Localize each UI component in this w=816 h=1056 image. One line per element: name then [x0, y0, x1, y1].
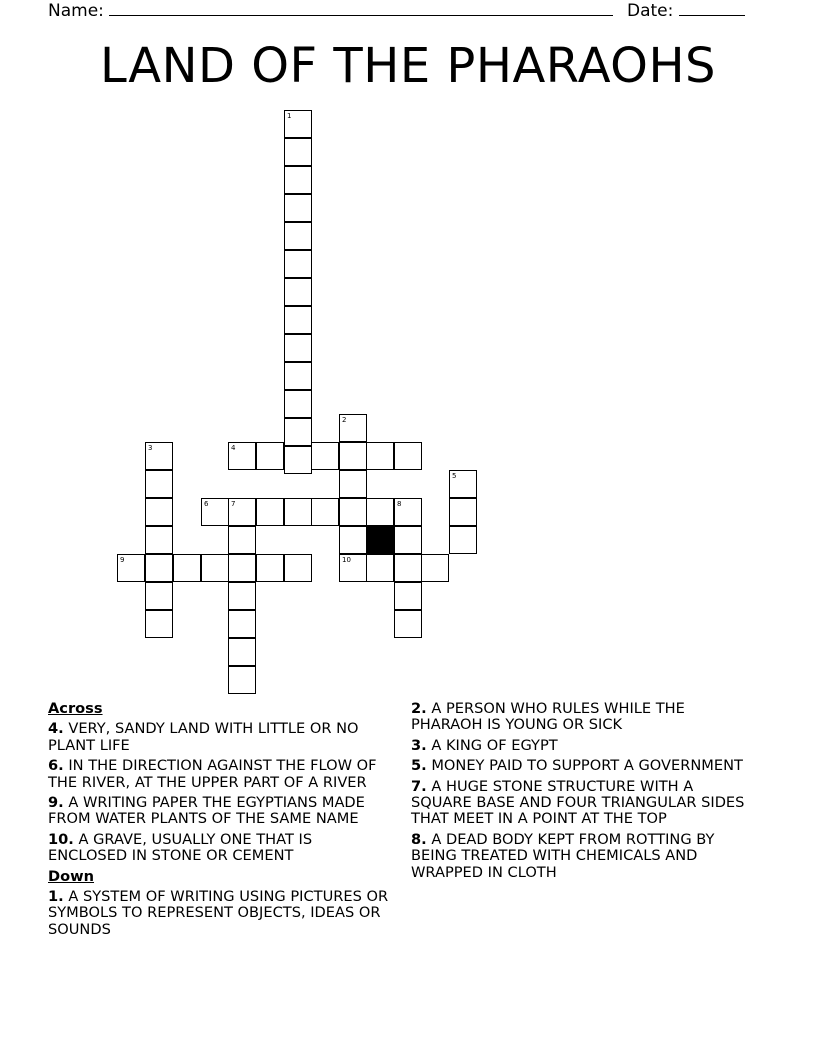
clue-text: A KING OF EGYPT	[431, 736, 558, 754]
clue-text: IN THE DIRECTION AGAINST THE FLOW OF THE RIVER, AT THE UPPER PART OF A RIVER	[48, 757, 377, 791]
clue-across-4	[48, 721, 393, 754]
clue-number: 4.	[48, 720, 64, 738]
clue-down-7	[411, 779, 756, 828]
clue-number-label: 5	[452, 472, 457, 480]
clue-number: 1.	[48, 888, 64, 906]
clue-number-label: 2	[342, 416, 347, 424]
crossword-cell[interactable]	[145, 554, 173, 582]
crossword-cell[interactable]	[284, 222, 312, 250]
crossword-cell[interactable]	[117, 554, 145, 582]
crossword-cell[interactable]	[145, 582, 173, 610]
crossword-cell[interactable]	[366, 554, 394, 582]
crossword-cell[interactable]	[449, 526, 477, 554]
crossword-cell[interactable]	[256, 554, 284, 582]
crossword-cell[interactable]	[284, 138, 312, 166]
clue-down-8	[411, 832, 756, 881]
crossword-cell[interactable]	[394, 526, 422, 554]
crossword-cell[interactable]	[311, 442, 339, 470]
crossword-cell[interactable]	[228, 638, 256, 666]
clue-across-10	[48, 832, 393, 865]
clues-left-column	[48, 701, 393, 942]
crossword-cell[interactable]	[339, 526, 367, 554]
across-heading: Across	[48, 700, 103, 717]
crossword-cell[interactable]	[256, 442, 284, 470]
crossword-cell[interactable]	[284, 362, 312, 390]
crossword-cell[interactable]	[449, 498, 477, 526]
clue-number: 9.	[48, 794, 64, 812]
date-blank-line[interactable]	[679, 0, 745, 16]
clue-number-label: 1	[287, 112, 292, 120]
crossword-cell[interactable]	[228, 582, 256, 610]
crossword-cell[interactable]	[228, 610, 256, 638]
crossword-cell[interactable]	[449, 470, 477, 498]
clue-text: A HUGE STONE STRUCTURE WITH A SQUARE BASE AND FOUR TRIANGULAR SIDES THAT MEET IN A POINT AT THE TOP	[411, 777, 745, 828]
crossword-cell[interactable]	[394, 610, 422, 638]
clue-text: A WRITING PAPER THE EGYPTIANS MADE FROM WATER PLANTS OF THE SAME NAME	[48, 794, 365, 828]
clue-down-5	[411, 758, 756, 774]
crossword-cell[interactable]	[366, 498, 394, 526]
clue-text: MONEY PAID TO SUPPORT A GOVERNMENT	[431, 757, 743, 775]
crossword-cell[interactable]	[228, 666, 256, 694]
clue-number: 5.	[411, 757, 427, 775]
clue-down-1	[48, 889, 393, 938]
crossword-cell[interactable]	[339, 442, 367, 470]
crossword-cell[interactable]	[394, 442, 422, 470]
down-heading: Down	[48, 867, 95, 885]
name-label: Name:	[48, 1, 104, 21]
clue-text: A DEAD BODY KEPT FROM ROTTING BY BEING TREATED WITH CHEMICALS AND WRAPPED IN CLOTH	[411, 830, 715, 881]
clue-down-3	[411, 738, 756, 754]
crossword-cell[interactable]	[284, 250, 312, 278]
clue-number-label: 7	[231, 500, 236, 508]
crossword-cell[interactable]	[145, 610, 173, 638]
clue-number-label: 4	[231, 444, 236, 452]
clue-number: 10.	[48, 830, 74, 848]
crossword-cell[interactable]	[394, 582, 422, 610]
crossword-cell[interactable]	[311, 498, 339, 526]
clue-number: 3.	[411, 736, 427, 754]
crossword-cell[interactable]	[366, 442, 394, 470]
crossword-cell[interactable]	[228, 498, 256, 526]
crossword-cell[interactable]	[228, 554, 256, 582]
crossword-cell[interactable]	[394, 498, 422, 526]
clue-number: 2.	[411, 700, 427, 717]
crossword-cell[interactable]	[421, 554, 449, 582]
crossword-cell[interactable]	[201, 498, 229, 526]
clue-down-2	[411, 701, 756, 734]
clue-number: 6.	[48, 757, 64, 775]
date-label: Date:	[627, 1, 674, 21]
crossword-cell[interactable]	[284, 498, 312, 526]
crossword-cell[interactable]	[339, 498, 367, 526]
crossword-cell[interactable]	[284, 418, 312, 446]
crossword-cell[interactable]	[284, 306, 312, 334]
name-field	[48, 0, 613, 20]
crossword-cell[interactable]	[145, 470, 173, 498]
crossword-cell[interactable]	[173, 554, 201, 582]
crossword-cell[interactable]	[284, 166, 312, 194]
clue-number-label: 10	[342, 556, 351, 564]
crossword-cell[interactable]	[145, 526, 173, 554]
clue-number: 7.	[411, 777, 427, 795]
clue-number-label: 3	[148, 444, 153, 452]
clue-text: VERY, SANDY LAND WITH LITTLE OR NO PLANT LIFE	[48, 720, 359, 754]
crossword-cell[interactable]	[339, 470, 367, 498]
clue-text: A SYSTEM OF WRITING USING PICTURES OR SYMBOLS TO REPRESENT OBJECTS, IDEAS OR SOUNDS	[48, 888, 389, 938]
crossword-cell[interactable]	[339, 414, 367, 442]
crossword-cell[interactable]	[284, 194, 312, 222]
crossword-cell[interactable]	[284, 446, 312, 474]
crossword-cell[interactable]	[394, 554, 422, 582]
crossword-cell[interactable]	[284, 110, 312, 138]
crossword-cell[interactable]	[284, 554, 312, 582]
crossword-cell[interactable]	[339, 554, 367, 582]
clue-across-9	[48, 795, 393, 828]
clue-number: 8.	[411, 830, 427, 848]
page-title: LAND OF THE PHARAOHS	[99, 38, 717, 94]
clue-number-label: 6	[204, 500, 209, 508]
crossword-cell[interactable]	[284, 278, 312, 306]
crossword-cell[interactable]	[284, 390, 312, 418]
clues-right-column	[411, 701, 756, 885]
crossword-cell[interactable]	[284, 334, 312, 362]
clue-number-label: 9	[120, 556, 125, 564]
crossword-cell[interactable]	[228, 526, 256, 554]
clue-text: A GRAVE, USUALLY ONE THAT IS ENCLOSED IN STONE OR CEMENT	[48, 830, 313, 865]
name-blank-line[interactable]	[109, 0, 613, 16]
crossword-black-cell	[366, 526, 394, 554]
crossword-cell[interactable]	[145, 498, 173, 526]
crossword-cell[interactable]	[256, 498, 284, 526]
clue-across-6	[48, 758, 393, 791]
date-field	[627, 0, 745, 20]
clue-number-label: 8	[397, 500, 402, 508]
crossword-cell[interactable]	[145, 442, 173, 470]
crossword-cell[interactable]	[228, 442, 256, 470]
clue-text: A PERSON WHO RULES WHILE THE PHARAOH IS YOUNG OR SICK	[411, 700, 685, 734]
crossword-cell[interactable]	[201, 554, 229, 582]
